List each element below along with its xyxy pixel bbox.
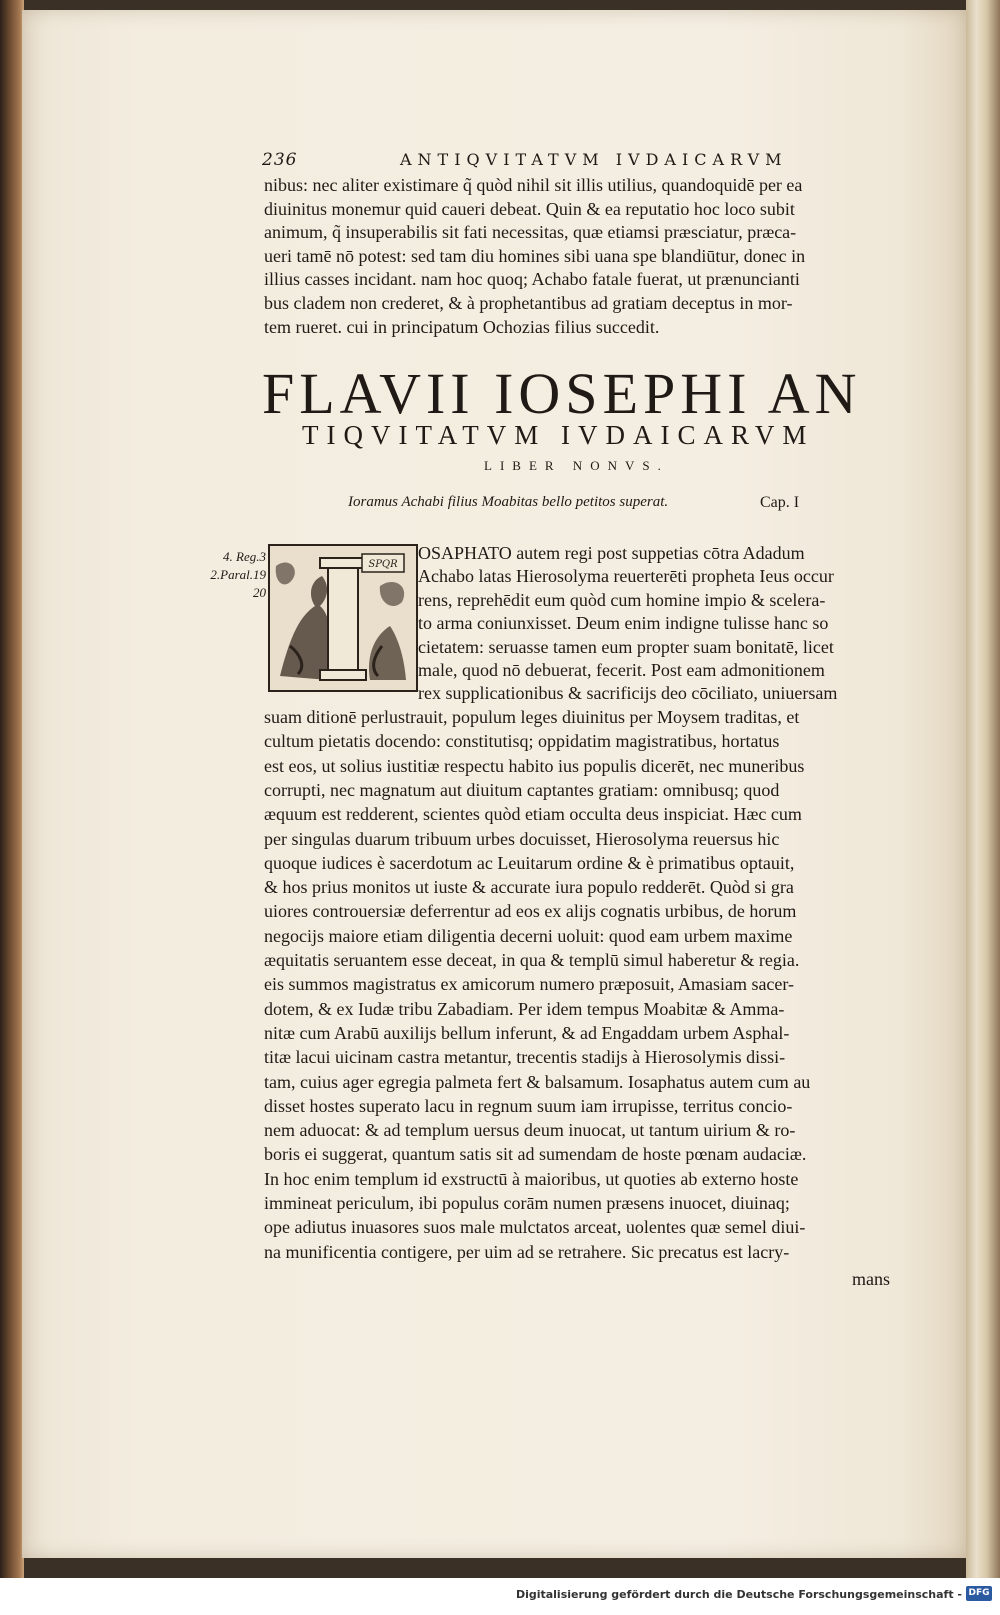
text-line: tem rueret. cui in principatum Ochozias filius succedit. [264,316,660,337]
text-line: In hoc enim templum id exstructū à maioribus, ut quoties ab externo hoste [264,1168,799,1189]
text-line: cultum pietatis docendo: constitutisq; oppidatim magistratibus, hortatus [264,731,780,752]
running-head [262,150,822,172]
text-line: immineat periculum, ibi populus corām numen præsens inuocet, diuinaq; [264,1193,790,1213]
text-line: ope adiutus inuasores suos male mulctatos arceat, uolentes quæ semel diui- [264,1217,806,1238]
funding-credit: Digitalisierung gefördert durch die Deutsche Forschungsgemeinschaft - [515,1588,962,1601]
margin-notes [190,548,266,602]
book-spine-left [0,0,24,1578]
decorated-initial [268,544,418,692]
margin-note: 2.Paral.19 [210,567,266,582]
text-line: boris ei suggerat, quantum satis sit ad sumendam de hoste pœnam audaciæ. [264,1144,807,1165]
text-line: na munificentia contigere, per uim ad se retrahere. Sic precatus est lacry- [264,1241,790,1262]
book-title-line-1: FLAVII IOSEPHI AN [262,361,862,426]
chapter-number: Cap. I [760,494,800,511]
text-line: tam, cuius ager egregia palmeta fert & balsamum. Iosaphatus autem cum au [264,1071,811,1092]
text-line: suam ditionē perlustrauit, populum leges diuinitus per Moysem traditas, et [264,707,800,727]
dfg-logo: DFG [966,1586,992,1601]
text-line: per singulas duarum tribuum urbes docuisset, Hierosolyma reuersus hic [264,828,780,849]
text-line: uiores controuersiæ deferrentur ad eos ex alijs cognatis urbibus, de horum [264,901,797,922]
text-line: nem aduocat: & ad templum uersus deum inuocat, ut tantum uirium & ro- [264,1120,796,1141]
text-line: male, quod nō debuerat, fecerit. Post eam admonitionem [418,660,825,680]
text-line: to arma coniunxisset. Deum enim indigne tulisse hanc so [418,613,829,634]
text-line: ueri tamē nō potest: sed tam diu homines sibi uana spe blandiūtur, donec in [264,245,806,266]
text-line: Achabo latas Hierosolyma reuerterēti propheta Ieus occur [418,566,834,587]
text-line: corrupti, nec magnatum aut diuitum captantes gratiam: omnibusq; quod [264,779,780,800]
text-line: nibus: nec aliter existimare q̃ quòd nihil sit illis utilius, quandoquidē per ea [264,175,803,195]
text-line: quoque iudices è sacerdotum ac Leuitarum ordine & è primatibus optauit, [264,852,795,873]
text-line: æquum est redderent, scientes quòd etiam occulta deus inspiciat. Hæc cum [264,804,802,825]
text-line: æquitatis seruantem esse deceat, in qua & templū simul haberetur & regia. [264,950,800,970]
text-line: nitæ cum Arabū auxilijs bellum inferunt, & ad Engaddam urbem Asphal- [264,1022,790,1043]
text-line: rex supplicationibus & sacrificijs deo cōciliato, uniuersam [418,683,838,704]
text-line: est eos, ut solius iustitiæ respectu habito ius populis dicerēt, nec muneribus [264,755,805,776]
text-line: animum, q̃ insuperabilis sit fati necessitas, quæ etiamsi præsciatur, præca- [264,222,797,243]
text-line: cietatem: seruasse tamen eum propter suam bonitatē, licet [418,636,834,657]
text-line: & hos prius monitos ut iuste & accurate iura populo redderēt. Quòd si gra [264,877,794,898]
chapter-summary: Ioramus Achabi filius Moabitas bello petitos superat. [348,494,669,510]
text-line: diuinitus monemur quid caueri debeat. Quin & ea reputatio hoc loco subit [264,198,795,219]
initial-banner-text: SPQR [368,559,398,570]
margin-note: 4. Reg.3 [223,549,266,564]
text-line: negocijs maiore etiam diligentia decerni uoluit: quod eam urbem maxime [264,925,793,946]
text-line: rens, reprehēdit eum quòd cum homine impio & scelera- [418,589,826,610]
page-edge-right [966,0,1000,1578]
footer-bar [0,1578,1000,1615]
catchword: mans [852,1269,890,1289]
text-line: OSAPHATO autem regi post suppetias cōtra Adadum [418,543,805,563]
text-line: titæ lacui uicinam castra metantur, trecentis stadijs à Hierosolymis dissi- [264,1047,786,1068]
page-number: 236 [262,150,298,170]
book-title-line-2: TIQVITATVM IVDAICARVM [302,420,815,450]
text-line: dotem, & ex Iudæ tribu Zabadiam. Per idem tempus Moabitæ & Amma- [264,998,785,1019]
running-title: ANTIQVITATVM IVDAICARVM [400,150,788,169]
decorated-initial-illustration [270,546,416,690]
text-line: bus cladem non crederet, & à prophetantibus ad gratiam deceptus in mor- [264,293,793,313]
text-line: illius casses incidant. nam hoc quoq; Achabo fatale fuerat, ut prænuncianti [264,269,800,290]
text-line: disset hostes superato lacu in regnum suum iam irrupisse, territus concio- [264,1095,793,1116]
margin-note: 20 [253,585,266,600]
book-number-label: LIBER NONVS. [484,458,669,473]
text-line: eis summos magistratus ex amicorum numero præposuit, Amasiam sacer- [264,974,795,995]
